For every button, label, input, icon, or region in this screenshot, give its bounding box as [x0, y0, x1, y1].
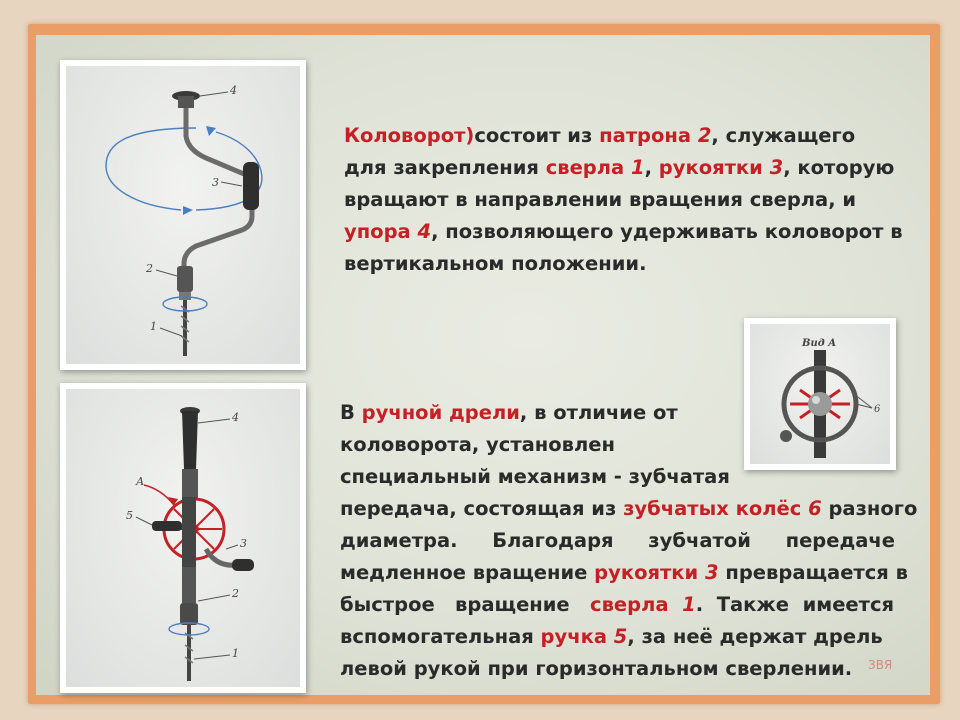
view-a-title: Вид А	[802, 338, 837, 349]
drill-label-a: А	[136, 475, 145, 488]
brace-label-2: 2	[146, 262, 153, 275]
view-a-label-6: 6	[874, 404, 881, 415]
handle-term-2: рукоятки 3	[594, 561, 719, 584]
hand-drill-figure	[60, 383, 306, 693]
view-a-illustration	[750, 324, 890, 464]
drill-line-7: быстрое вращение сверла 1. Также имеется	[340, 593, 895, 616]
brace-label-1: 1	[150, 320, 157, 333]
brace-text-4: , которую вращают в направлении вращения сверла, и	[344, 156, 895, 211]
brace-text-1: состоит из	[474, 124, 600, 147]
brace-term: Коловорот	[344, 124, 466, 147]
stop-term: упора 4	[344, 220, 432, 243]
brace-label-3: 3	[212, 176, 219, 189]
drill-term: сверла 1	[545, 156, 645, 179]
drill-line-3: специальный механизм - зубчатая	[340, 465, 730, 488]
brace-description	[344, 120, 904, 280]
chuck-term: патрона 2	[599, 124, 712, 147]
drill-label-3: 3	[240, 537, 247, 550]
drill-line-8: вспомогательная ручка 5, за неё держат дрель	[340, 625, 883, 648]
brace-label-4: 4	[230, 84, 237, 97]
drill-line-9: левой рукой при горизонтальном сверлении.	[340, 657, 853, 680]
brace-figure	[60, 60, 306, 370]
drill-label-4: 4	[232, 411, 239, 424]
drill-line-1: В ручной дрели, в отличие от	[340, 401, 678, 424]
brace-text-5: , позволяющего удерживать коловорот в вертикальном положении.	[344, 220, 903, 275]
brace-illustration	[66, 66, 300, 364]
view-a-figure	[744, 318, 896, 470]
hand-drill-illustration	[66, 389, 300, 687]
drill-term-2: сверла 1	[590, 593, 696, 616]
drill-label-2: 2	[232, 587, 239, 600]
knob-term: ручка 5	[540, 625, 628, 648]
gears-term: зубчатых колёс 6	[623, 497, 822, 520]
drill-line-2: коловорота, установлен	[340, 433, 615, 456]
drill-label-5: 5	[126, 509, 133, 522]
brace-text-3: ,	[644, 156, 659, 179]
watermark: ЗВЯ	[868, 658, 893, 672]
drill-line-5: диаметра. Благодаря зубчатой передаче	[340, 529, 895, 552]
drill-label-1: 1	[232, 647, 239, 660]
drill-line-4: передача, состоящая из зубчатых колёс 6 разного	[340, 497, 918, 520]
handle-term: рукоятки 3	[658, 156, 784, 179]
hand-drill-term: ручной дрели	[361, 401, 520, 424]
brace-paren: )	[465, 124, 475, 147]
brace-text-2: , служащего для закрепления	[344, 124, 856, 179]
drill-line-6: медленное вращение рукоятки 3 превращается в	[340, 561, 908, 584]
